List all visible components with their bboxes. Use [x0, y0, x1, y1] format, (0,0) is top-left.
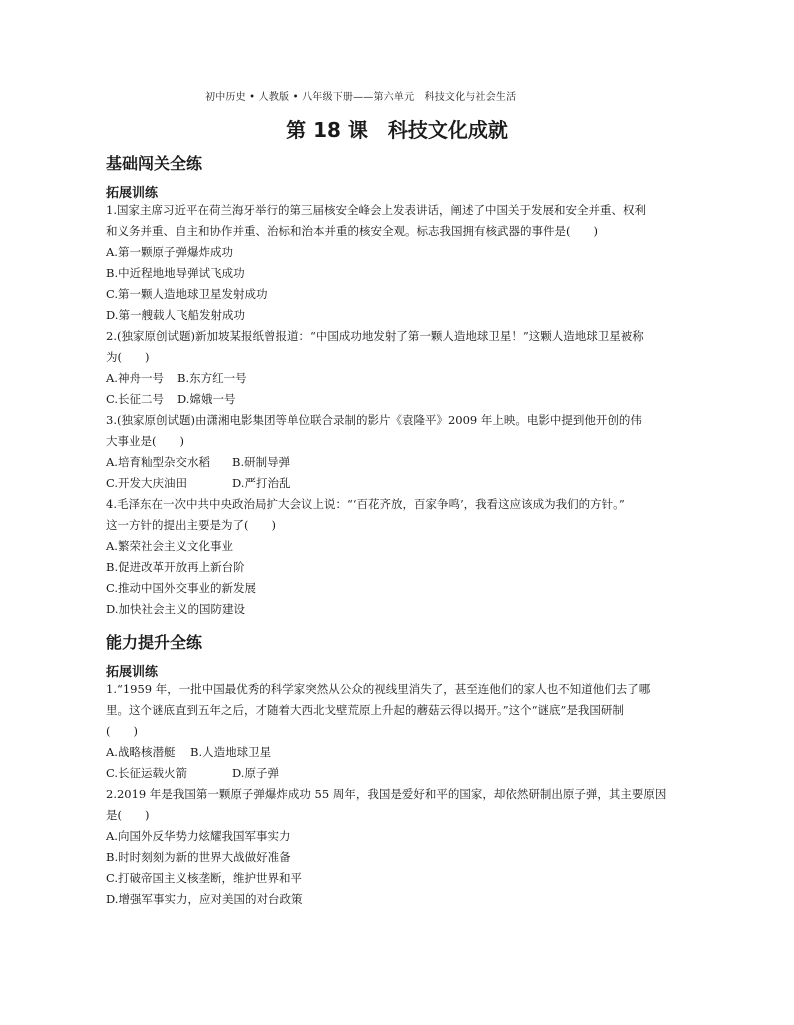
q4-option-c: C.推动中国外交事业的新发展: [106, 581, 257, 595]
s2-q1-stem-line3: ( ): [106, 724, 138, 738]
q1-option-b: B.中近程地地导弹试飞成功: [106, 266, 245, 280]
q2-option-b: B.东方红一号: [177, 371, 247, 385]
s2-q2-option-a: A.向国外反华势力炫耀我国军事实力: [106, 829, 291, 843]
q3-option-d: D.严打治乱: [232, 476, 291, 490]
q4-stem-line2: 这一方针的提出主要是为了( ): [106, 518, 276, 532]
section-heading-ability: 能力提升全练: [106, 633, 203, 652]
q2-stem-line2: 为( ): [106, 350, 150, 364]
q2-option-d: D.嫦娥一号: [177, 392, 236, 406]
q4-option-a: A.繁荣社会主义文化事业: [106, 539, 233, 553]
s2-q1-option-c: C.长征运载火箭: [106, 766, 188, 780]
q1-option-d: D.第一艘载人飞船发射成功: [106, 308, 245, 322]
subheading-extension-2: 拓展训练: [106, 665, 159, 680]
s2-q1-option-d: D.原子弹: [232, 766, 279, 780]
s2-q1-option-b: B.人造地球卫星: [190, 745, 272, 759]
q3-option-c: C.开发大庆油田: [106, 476, 188, 490]
q3-stem-line2: 大事业是( ): [106, 434, 184, 448]
section-heading-basic: 基础闯关全练: [106, 154, 203, 173]
q1-stem-line1: 1.国家主席习近平在荷兰海牙举行的第三届核安全峰会上发表讲话，阐述了中国关于发展和安全并重、权利: [106, 203, 646, 217]
s2-q1-option-a: A.战略核潜艇: [106, 745, 176, 759]
q1-option-a: A.第一颗原子弹爆炸成功: [106, 245, 233, 259]
lesson-title: 第 18 课 科技文化成就: [286, 118, 508, 142]
q3-stem-line1: 3.(独家原创试题)由潇湘电影集团等单位联合录制的影片《袁隆平》2009 年上映。电影中提到他开创的伟: [106, 413, 642, 427]
q2-option-c: C.长征二号: [106, 392, 165, 406]
s2-q2-option-c: C.打破帝国主义核垄断，维护世界和平: [106, 871, 303, 885]
q3-option-a: A.培育籼型杂交水稻: [106, 455, 210, 469]
s2-q2-option-d: D.增强军事实力，应对美国的对台政策: [106, 892, 303, 906]
subheading-extension-1: 拓展训练: [106, 186, 159, 201]
q2-stem-line1: 2.(独家原创试题)新加坡某报纸曾报道：“中国成功地发射了第一颗人造地球卫星！”这颗人造地球卫星被称: [106, 329, 644, 343]
q4-stem-line1: 4.毛泽东在一次中共中央政治局扩大会议上说：“‘百花齐放，百家争鸣’，我看这应该成为我们的方针。”: [106, 497, 625, 511]
s2-q1-stem-line2: 里。这个谜底直到五年之后，才随着大西北戈壁荒原上升起的蘑菇云得以揭开。”这个“谜底”是我国研制: [106, 703, 624, 717]
running-header: 初中历史 • 人教版 • 八年级下册——第六单元 科技文化与社会生活: [205, 92, 517, 103]
q1-stem-line2: 和义务并重、自主和协作并重、治标和治本并重的核安全观。标志我国拥有核武器的事件是( ): [106, 224, 598, 238]
q1-option-c: C.第一颗人造地球卫星发射成功: [106, 287, 268, 301]
s2-q2-stem-line2: 是( ): [106, 808, 150, 822]
q2-option-a: A.神舟一号: [106, 371, 164, 385]
q3-option-b: B.研制导弹: [232, 455, 291, 469]
q4-option-d: D.加快社会主义的国防建设: [106, 602, 245, 616]
s2-q2-option-b: B.时时刻刻为新的世界大战做好准备: [106, 850, 291, 864]
s2-q2-stem-line1: 2.2019 年是我国第一颗原子弹爆炸成功 55 周年，我国是爱好和平的国家，却依然研制出原子弹，其主要原因: [106, 787, 667, 801]
q4-option-b: B.促进改革开放再上新台阶: [106, 560, 245, 574]
s2-q1-stem-line1: 1.“1959 年，一批中国最优秀的科学家突然从公众的视线里消失了，甚至连他们的家人也不知道他们去了哪: [106, 682, 651, 696]
